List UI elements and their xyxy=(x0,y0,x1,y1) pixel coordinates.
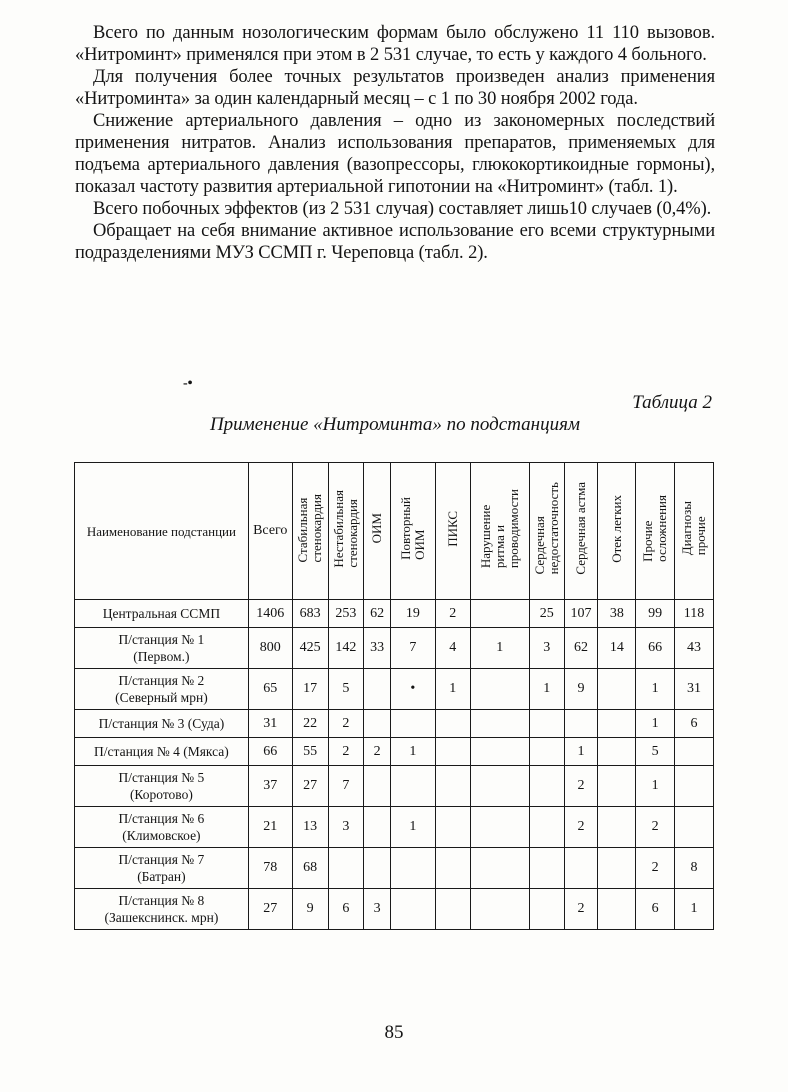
column-header: Нестабильная стенокардия xyxy=(328,463,364,600)
value-cell: 6 xyxy=(636,889,675,930)
table-row xyxy=(75,628,714,669)
column-header: ПИКС xyxy=(435,463,470,600)
value-cell xyxy=(598,738,636,766)
value-cell xyxy=(529,848,564,889)
value-cell xyxy=(529,889,564,930)
paragraph: Всего побочных эффектов (из 2 531 случая) составляет лишь10 случаев (0,4%). xyxy=(93,199,712,219)
value-cell: 22 xyxy=(292,710,328,738)
total-cell: 27 xyxy=(248,889,292,930)
value-cell: 683 xyxy=(292,600,328,628)
value-cell xyxy=(470,848,529,889)
value-cell: 66 xyxy=(636,628,675,669)
value-cell: 7 xyxy=(390,628,435,669)
value-cell xyxy=(364,807,391,848)
value-cell: 2 xyxy=(564,889,598,930)
value-cell: 25 xyxy=(529,600,564,628)
value-cell: 27 xyxy=(292,766,328,807)
column-header: Повторный ОИМ xyxy=(390,463,435,600)
value-cell: 19 xyxy=(390,600,435,628)
value-cell: 4 xyxy=(435,628,470,669)
value-cell xyxy=(598,669,636,710)
value-cell: 1 xyxy=(564,738,598,766)
value-cell: 9 xyxy=(292,889,328,930)
total-cell: 31 xyxy=(248,710,292,738)
table-row xyxy=(75,889,714,930)
total-cell: 78 xyxy=(248,848,292,889)
value-cell xyxy=(435,766,470,807)
value-cell xyxy=(529,766,564,807)
value-cell: 2 xyxy=(364,738,391,766)
station-name-cell: П/станция № 2 (Северный мрн) xyxy=(75,669,249,710)
station-name-cell: П/станция № 7 (Батран) xyxy=(75,848,249,889)
table-row xyxy=(75,807,714,848)
value-cell xyxy=(598,889,636,930)
station-name-cell: П/станция № 3 (Суда) xyxy=(75,710,249,738)
value-cell xyxy=(564,710,598,738)
value-cell xyxy=(364,710,391,738)
value-cell xyxy=(529,738,564,766)
table-row xyxy=(75,766,714,807)
value-cell: 38 xyxy=(598,600,636,628)
table-row xyxy=(75,738,714,766)
column-header-total: Всего xyxy=(248,463,292,600)
table-header-row xyxy=(75,463,714,600)
column-header: Нарушение ритма и проводимости xyxy=(470,463,529,600)
value-cell xyxy=(675,738,714,766)
value-cell xyxy=(364,669,391,710)
paragraph: Всего по данным нозологическим формам было обслужено 11 110 вызовов. «Нитроминт» применялся при этом в 2 531 случае, то есть у каждого 4 больного. xyxy=(75,23,715,65)
value-cell xyxy=(470,889,529,930)
value-cell xyxy=(364,848,391,889)
value-cell: 14 xyxy=(598,628,636,669)
value-cell: 5 xyxy=(636,738,675,766)
body-text xyxy=(75,22,715,264)
value-cell: 6 xyxy=(328,889,364,930)
value-cell: 1 xyxy=(390,807,435,848)
value-cell: 1 xyxy=(675,889,714,930)
value-cell xyxy=(470,669,529,710)
value-cell: 8 xyxy=(675,848,714,889)
value-cell: 62 xyxy=(364,600,391,628)
station-name-cell: П/станция № 5 (Коротово) xyxy=(75,766,249,807)
value-cell: 142 xyxy=(328,628,364,669)
value-cell xyxy=(364,766,391,807)
table-row xyxy=(75,669,714,710)
stray-mark: -• xyxy=(183,376,193,391)
value-cell: 2 xyxy=(636,807,675,848)
value-cell: 1 xyxy=(636,669,675,710)
paragraph: Для получения более точных результатов произведен анализ применения «Нитроминта» за один календарный месяц – с 1 по 30 ноября 2002 года. xyxy=(75,67,715,109)
value-cell: 5 xyxy=(328,669,364,710)
station-name-cell: П/станция № 8 (Зашекснинск. мрн) xyxy=(75,889,249,930)
value-cell: 55 xyxy=(292,738,328,766)
value-cell: 13 xyxy=(292,807,328,848)
value-cell xyxy=(435,889,470,930)
value-cell xyxy=(564,848,598,889)
total-cell: 800 xyxy=(248,628,292,669)
value-cell: 1 xyxy=(435,669,470,710)
value-cell xyxy=(598,848,636,889)
value-cell: 43 xyxy=(675,628,714,669)
value-cell xyxy=(390,889,435,930)
total-cell: 1406 xyxy=(248,600,292,628)
table-label: Таблица 2 xyxy=(632,392,712,413)
value-cell xyxy=(675,766,714,807)
column-header: Диагнозы прочие xyxy=(675,463,714,600)
total-cell: 37 xyxy=(248,766,292,807)
value-cell: 99 xyxy=(636,600,675,628)
value-cell: 62 xyxy=(564,628,598,669)
value-cell: 1 xyxy=(529,669,564,710)
value-cell xyxy=(435,848,470,889)
value-cell xyxy=(435,807,470,848)
value-cell xyxy=(390,710,435,738)
table-row xyxy=(75,848,714,889)
value-cell xyxy=(470,600,529,628)
value-cell xyxy=(598,710,636,738)
value-cell xyxy=(675,807,714,848)
column-header: Стабильная стенокардия xyxy=(292,463,328,600)
paragraph: Снижение артериального давления – одно из закономерных последствий применения нитратов. Анализ использования препаратов, применяемых для подъема артериального давления (вазопрессоры, глюкокортикоидные гормоны), показал частоту развития артериальной гипотонии на «Нитроминт» (табл. 1). xyxy=(75,111,715,197)
value-cell: 425 xyxy=(292,628,328,669)
value-cell: 1 xyxy=(636,710,675,738)
value-cell: 33 xyxy=(364,628,391,669)
column-header: Сердечная астма xyxy=(564,463,598,600)
column-header: Прочие осложнения xyxy=(636,463,675,600)
value-cell: 6 xyxy=(675,710,714,738)
total-cell: 66 xyxy=(248,738,292,766)
value-cell xyxy=(529,807,564,848)
value-cell: 7 xyxy=(328,766,364,807)
value-cell xyxy=(435,710,470,738)
substation-table xyxy=(74,462,714,930)
station-name-cell: Центральная ССМП xyxy=(75,600,249,628)
column-header-name: Наименование подстанции xyxy=(75,463,249,600)
value-cell: 9 xyxy=(564,669,598,710)
value-cell: 31 xyxy=(675,669,714,710)
paragraph: Обращает на себя внимание активное использование его всеми структурными подразделениями МУЗ ССМП г. Череповца (табл. 2). xyxy=(75,221,715,263)
value-cell: 3 xyxy=(529,628,564,669)
value-cell: 68 xyxy=(292,848,328,889)
value-cell xyxy=(470,738,529,766)
value-cell xyxy=(435,738,470,766)
table-body xyxy=(75,600,714,930)
value-cell: 107 xyxy=(564,600,598,628)
page-number: 85 xyxy=(384,1022,404,1043)
value-cell xyxy=(598,807,636,848)
value-cell: 17 xyxy=(292,669,328,710)
value-cell xyxy=(470,766,529,807)
table-title: Применение «Нитроминта» по подстанциям xyxy=(209,414,581,435)
value-cell xyxy=(470,807,529,848)
value-cell xyxy=(328,848,364,889)
value-cell xyxy=(470,710,529,738)
table-row xyxy=(75,710,714,738)
column-header: ОИМ xyxy=(364,463,391,600)
station-name-cell: П/станция № 4 (Мякса) xyxy=(75,738,249,766)
total-cell: 21 xyxy=(248,807,292,848)
value-cell: 2 xyxy=(564,807,598,848)
value-cell: 1 xyxy=(390,738,435,766)
value-cell: 2 xyxy=(636,848,675,889)
value-cell xyxy=(598,766,636,807)
value-cell: 253 xyxy=(328,600,364,628)
column-header: Отек легких xyxy=(598,463,636,600)
table-row xyxy=(75,600,714,628)
station-name-cell: П/станция № 1 (Первом.) xyxy=(75,628,249,669)
value-cell: 2 xyxy=(328,710,364,738)
value-cell: 3 xyxy=(328,807,364,848)
value-cell: 2 xyxy=(564,766,598,807)
value-cell: 3 xyxy=(364,889,391,930)
total-cell: 65 xyxy=(248,669,292,710)
value-cell: • xyxy=(390,669,435,710)
value-cell xyxy=(390,766,435,807)
value-cell: 2 xyxy=(435,600,470,628)
column-header: Сердечная недостаточность xyxy=(529,463,564,600)
value-cell: 118 xyxy=(675,600,714,628)
station-name-cell: П/станция № 6 (Климовское) xyxy=(75,807,249,848)
value-cell xyxy=(390,848,435,889)
value-cell: 2 xyxy=(328,738,364,766)
value-cell: 1 xyxy=(636,766,675,807)
value-cell xyxy=(529,710,564,738)
value-cell: 1 xyxy=(470,628,529,669)
